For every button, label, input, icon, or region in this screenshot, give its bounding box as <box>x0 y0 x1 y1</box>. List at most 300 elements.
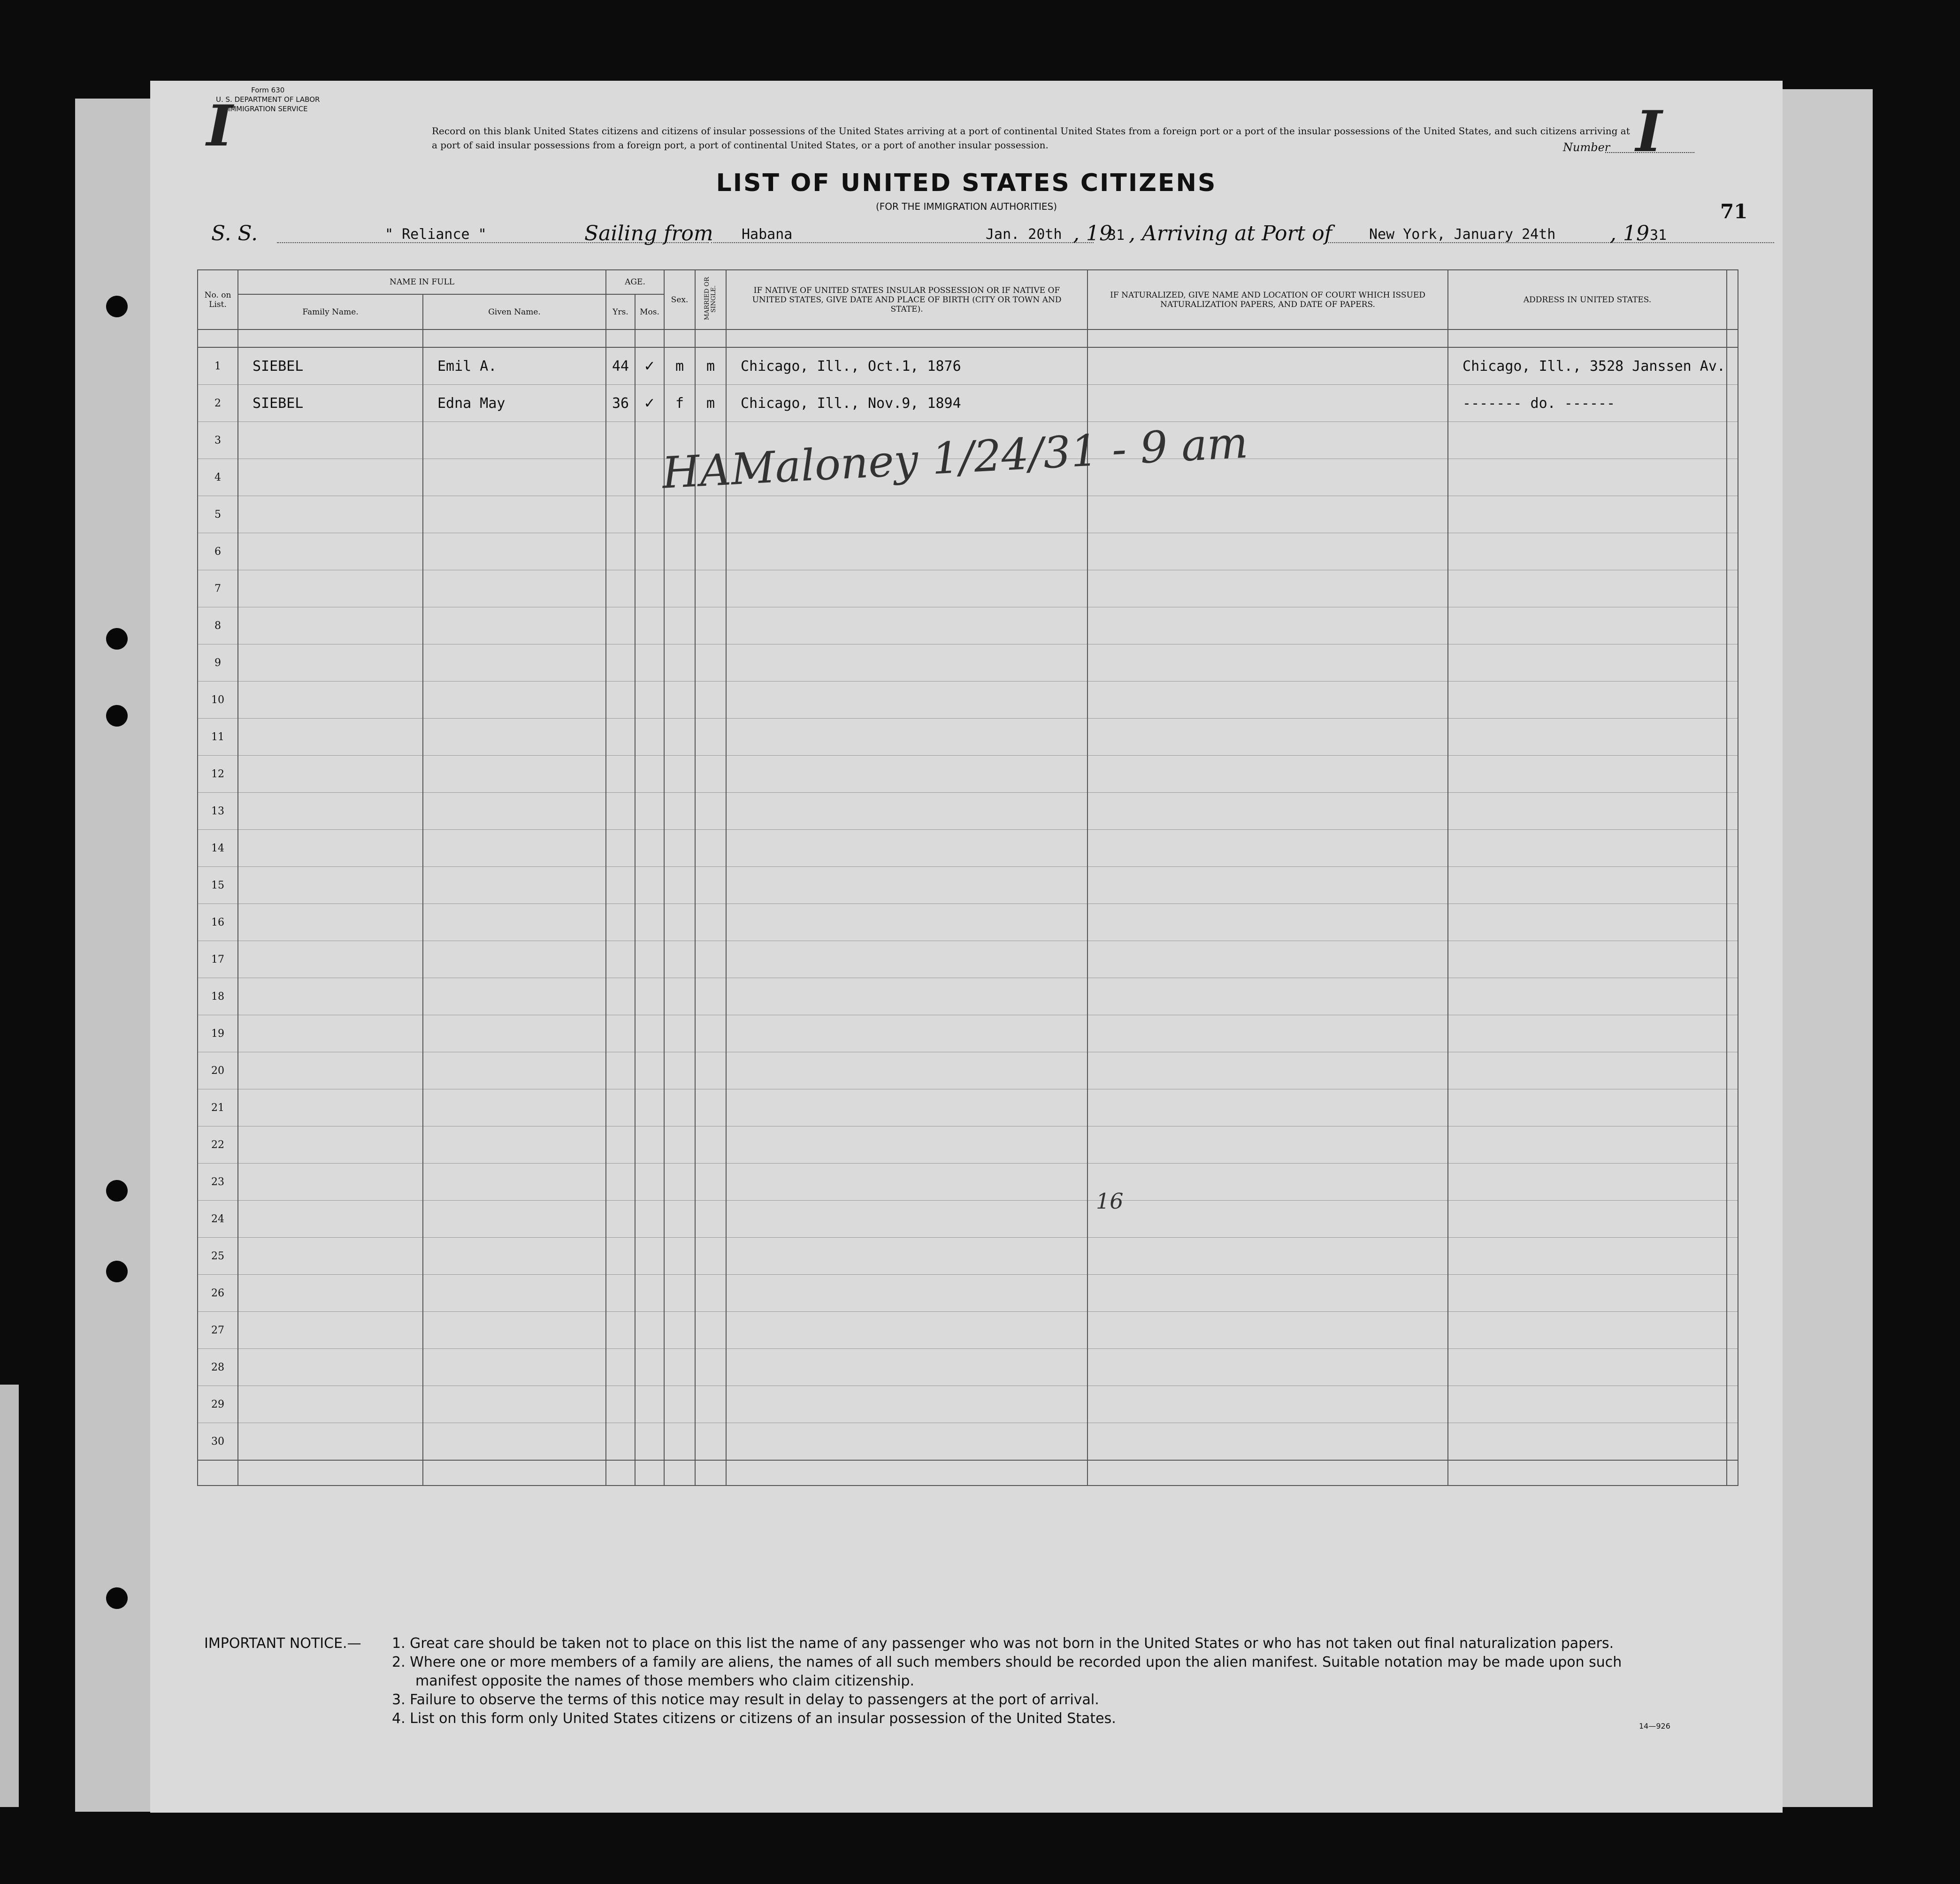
us-address <box>1448 904 1727 941</box>
age-months <box>635 570 664 607</box>
birth-place-date <box>726 830 1087 867</box>
us-address <box>1448 644 1727 682</box>
table-row <box>198 1423 1738 1461</box>
family-name: SIEBEL <box>238 347 423 385</box>
service-name: IMMIGRATION SERVICE <box>228 105 308 113</box>
sex <box>664 682 695 719</box>
row-number: 6 <box>198 533 238 570</box>
marital-status <box>695 644 726 682</box>
given-name <box>423 1386 606 1423</box>
family-name <box>238 793 423 830</box>
age-years <box>606 867 635 904</box>
age-months <box>635 1015 664 1052</box>
departure-year: 31 <box>1108 227 1125 244</box>
age-years: 36 <box>606 385 635 422</box>
col-address-header: ADDRESS IN UNITED STATES. <box>1448 270 1727 329</box>
row-number: 10 <box>198 682 238 719</box>
age-months <box>635 1052 664 1089</box>
marital-status <box>695 1312 726 1349</box>
row-margin <box>1727 793 1738 830</box>
row-number: 7 <box>198 570 238 607</box>
row-number: 28 <box>198 1349 238 1386</box>
naturalization <box>1087 1275 1448 1312</box>
sex <box>664 533 695 570</box>
family-name <box>238 1312 423 1349</box>
sex <box>664 570 695 607</box>
row-number: 14 <box>198 830 238 867</box>
departure-year-prefix: , 19 <box>1073 222 1112 245</box>
age-years <box>606 533 635 570</box>
naturalization <box>1087 570 1448 607</box>
birth-place-date <box>726 644 1087 682</box>
binder-hole <box>106 628 128 650</box>
naturalization <box>1087 1052 1448 1089</box>
sex <box>664 1164 695 1201</box>
family-name <box>238 496 423 533</box>
us-address <box>1448 756 1727 793</box>
sex <box>664 719 695 756</box>
row-number: 4 <box>198 459 238 496</box>
table-row <box>198 496 1738 533</box>
us-address <box>1448 1312 1727 1349</box>
marital-status <box>695 830 726 867</box>
row-margin <box>1727 607 1738 644</box>
birth-place-date <box>726 1238 1087 1275</box>
table-row <box>198 1238 1738 1275</box>
sex <box>664 793 695 830</box>
row-number: 16 <box>198 904 238 941</box>
arrival-year-prefix: , 19 <box>1610 222 1649 245</box>
row-number: 2 <box>198 385 238 422</box>
table-row <box>198 1089 1738 1126</box>
us-address <box>1448 1275 1727 1312</box>
marital-status: m <box>695 347 726 385</box>
us-address <box>1448 1126 1727 1164</box>
binder-hole <box>106 1261 128 1282</box>
table-row <box>198 644 1738 682</box>
pencil-mark: 16 <box>1096 1188 1124 1214</box>
age-years <box>606 1052 635 1089</box>
birth-place-date <box>726 1164 1087 1201</box>
age-years <box>606 904 635 941</box>
row-margin <box>1727 756 1738 793</box>
row-margin <box>1727 1052 1738 1089</box>
family-name <box>238 644 423 682</box>
family-name <box>238 1349 423 1386</box>
sex <box>664 1349 695 1386</box>
row-margin <box>1727 1164 1738 1201</box>
list-mark: I <box>207 93 233 159</box>
given-name <box>423 1201 606 1238</box>
family-name <box>238 1238 423 1275</box>
notice-item: 3. Failure to observe the terms of this notice may result in delay to passengers at the port of arrival. <box>392 1692 1099 1708</box>
given-name <box>423 830 606 867</box>
row-number: 17 <box>198 941 238 978</box>
notice-item: 4. List on this form only United States citizens or citizens of an insular possession of the United States. <box>392 1710 1116 1727</box>
age-years <box>606 422 635 459</box>
ss-label: S. S. <box>211 222 258 245</box>
sailing-label: Sailing from <box>584 222 713 245</box>
table-row <box>198 1275 1738 1312</box>
printer-code: 14—926 <box>1639 1722 1670 1731</box>
sex <box>664 1423 695 1461</box>
naturalization <box>1087 756 1448 793</box>
notice-heading: IMPORTANT NOTICE.— <box>204 1635 361 1652</box>
naturalization <box>1087 347 1448 385</box>
sex <box>664 904 695 941</box>
us-address <box>1448 422 1727 459</box>
naturalization <box>1087 793 1448 830</box>
row-number: 1 <box>198 347 238 385</box>
table-row <box>198 1126 1738 1164</box>
marital-status <box>695 496 726 533</box>
us-address <box>1448 1349 1727 1386</box>
given-name <box>423 1312 606 1349</box>
sex <box>664 978 695 1015</box>
row-margin <box>1727 422 1738 459</box>
given-name <box>423 459 606 496</box>
age-years <box>606 644 635 682</box>
age-years <box>606 756 635 793</box>
us-address <box>1448 978 1727 1015</box>
table-row <box>198 607 1738 644</box>
age-years <box>606 1089 635 1126</box>
table-row <box>198 1052 1738 1089</box>
sex: m <box>664 347 695 385</box>
back-sheet-far-left <box>0 1385 19 1807</box>
age-months <box>635 830 664 867</box>
row-number: 30 <box>198 1423 238 1461</box>
family-name <box>238 719 423 756</box>
col-given-name-header: Given Name. <box>423 294 606 329</box>
naturalization <box>1087 941 1448 978</box>
marital-status <box>695 1238 726 1275</box>
birth-place-date <box>726 1349 1087 1386</box>
naturalization <box>1087 867 1448 904</box>
row-number: 3 <box>198 422 238 459</box>
col-birth-header: IF NATIVE OF UNITED STATES INSULAR POSSESSION OR IF NATIVE OF UNITED STATES, GIVE DATE AND PLACE OF BIRTH (CITY OR TOWN AND STATE). <box>726 270 1087 329</box>
number-label: Number <box>1563 141 1610 154</box>
family-name <box>238 756 423 793</box>
inspector-signature: HAMaloney 1/24/31 - 9 am <box>661 417 1249 498</box>
row-margin <box>1727 459 1738 496</box>
given-name <box>423 1349 606 1386</box>
table-row <box>198 1164 1738 1201</box>
row-number: 18 <box>198 978 238 1015</box>
birth-place-date <box>726 570 1087 607</box>
age-years <box>606 1126 635 1164</box>
marital-status <box>695 682 726 719</box>
row-number: 22 <box>198 1126 238 1164</box>
age-years <box>606 719 635 756</box>
birth-place-date <box>726 607 1087 644</box>
naturalization <box>1087 1349 1448 1386</box>
row-margin <box>1727 904 1738 941</box>
table-row <box>198 533 1738 570</box>
age-months <box>635 1349 664 1386</box>
naturalization <box>1087 682 1448 719</box>
binder-hole <box>106 1587 128 1609</box>
marital-status <box>695 533 726 570</box>
given-name <box>423 1015 606 1052</box>
row-margin <box>1727 533 1738 570</box>
col-family-name-header: Family Name. <box>238 294 423 329</box>
age-months <box>635 1089 664 1126</box>
sex <box>664 644 695 682</box>
col-married-header <box>695 270 726 329</box>
table-row <box>198 1386 1738 1423</box>
row-margin <box>1727 1201 1738 1238</box>
given-name <box>423 644 606 682</box>
marital-status <box>695 941 726 978</box>
table-row <box>198 867 1738 904</box>
naturalization <box>1087 607 1448 644</box>
age-years <box>606 570 635 607</box>
age-months <box>635 682 664 719</box>
row-margin <box>1727 1349 1738 1386</box>
family-name <box>238 682 423 719</box>
given-name <box>423 533 606 570</box>
marital-status <box>695 1015 726 1052</box>
row-margin <box>1727 1015 1738 1052</box>
birth-place-date: Chicago, Ill., Nov.9, 1894 <box>726 385 1087 422</box>
family-name <box>238 459 423 496</box>
marital-status <box>695 1275 726 1312</box>
given-name <box>423 570 606 607</box>
age-years <box>606 1238 635 1275</box>
row-number: 27 <box>198 1312 238 1349</box>
row-number: 20 <box>198 1052 238 1089</box>
table-row <box>198 941 1738 978</box>
family-name <box>238 941 423 978</box>
row-number: 23 <box>198 1164 238 1201</box>
naturalization <box>1087 1164 1448 1201</box>
family-name <box>238 607 423 644</box>
row-number: 11 <box>198 719 238 756</box>
given-name <box>423 607 606 644</box>
age-months <box>635 904 664 941</box>
table-row <box>198 682 1738 719</box>
col-name-in-full-header: NAME IN FULL <box>238 270 606 294</box>
row-margin <box>1727 719 1738 756</box>
sex <box>664 1052 695 1089</box>
age-months <box>635 719 664 756</box>
age-years <box>606 607 635 644</box>
age-years <box>606 496 635 533</box>
table-row <box>198 719 1738 756</box>
page-number: 71 <box>1720 200 1748 223</box>
age-months <box>635 1275 664 1312</box>
row-margin <box>1727 644 1738 682</box>
passenger-rows <box>198 347 1738 1460</box>
us-address: Chicago, Ill., 3528 Janssen Av. <box>1448 347 1727 385</box>
sex <box>664 1201 695 1238</box>
naturalization <box>1087 1386 1448 1423</box>
family-name <box>238 1275 423 1312</box>
row-margin <box>1727 570 1738 607</box>
us-address <box>1448 1201 1727 1238</box>
age-years <box>606 1386 635 1423</box>
page-title: LIST OF UNITED STATES CITIZENS <box>716 169 1217 197</box>
birth-place-date <box>726 941 1087 978</box>
sex <box>664 867 695 904</box>
marital-status <box>695 1052 726 1089</box>
age-months <box>635 756 664 793</box>
birth-place-date <box>726 1275 1087 1312</box>
age-years <box>606 1312 635 1349</box>
manifest-page <box>150 81 1783 1813</box>
row-margin <box>1727 496 1738 533</box>
sex <box>664 1312 695 1349</box>
binder-hole <box>106 1180 128 1202</box>
birth-place-date <box>726 1386 1087 1423</box>
marital-status <box>695 867 726 904</box>
us-address <box>1448 941 1727 978</box>
row-margin <box>1727 978 1738 1015</box>
age-months <box>635 422 664 459</box>
given-name: Emil A. <box>423 347 606 385</box>
given-name <box>423 719 606 756</box>
us-address <box>1448 719 1727 756</box>
row-margin <box>1727 385 1738 422</box>
col-yrs-header: Yrs. <box>606 294 635 329</box>
age-years <box>606 941 635 978</box>
age-months <box>635 533 664 570</box>
row-margin <box>1727 682 1738 719</box>
departure-date: Jan. 20th <box>986 226 1062 243</box>
given-name <box>423 1126 606 1164</box>
us-address <box>1448 867 1727 904</box>
row-number: 21 <box>198 1089 238 1126</box>
binder-hole <box>106 296 128 317</box>
given-name <box>423 682 606 719</box>
sex: f <box>664 385 695 422</box>
marital-status <box>695 607 726 644</box>
row-number: 29 <box>198 1386 238 1423</box>
family-name <box>238 867 423 904</box>
given-name <box>423 1275 606 1312</box>
arrival-port-date: New York, January 24th <box>1369 226 1556 243</box>
birth-place-date <box>726 719 1087 756</box>
marital-status <box>695 1386 726 1423</box>
naturalization <box>1087 1238 1448 1275</box>
birth-place-date <box>726 978 1087 1015</box>
naturalization <box>1087 385 1448 422</box>
row-number: 13 <box>198 793 238 830</box>
row-number: 26 <box>198 1275 238 1312</box>
table-row <box>198 1201 1738 1238</box>
birth-place-date <box>726 533 1087 570</box>
table-row <box>198 570 1738 607</box>
given-name <box>423 1089 606 1126</box>
sex <box>664 941 695 978</box>
row-number: 8 <box>198 607 238 644</box>
table-row <box>198 1312 1738 1349</box>
sex <box>664 1238 695 1275</box>
birth-place-date <box>726 904 1087 941</box>
sex <box>664 1275 695 1312</box>
us-address <box>1448 1164 1727 1201</box>
form-number: Form 630 <box>251 86 285 94</box>
birth-place-date <box>726 1312 1087 1349</box>
birth-place-date <box>726 793 1087 830</box>
marital-status <box>695 793 726 830</box>
given-name <box>423 1238 606 1275</box>
row-number: 9 <box>198 644 238 682</box>
marital-status: m <box>695 385 726 422</box>
family-name <box>238 1386 423 1423</box>
birth-place-date <box>726 867 1087 904</box>
from-port: Habana <box>742 226 793 243</box>
marital-status <box>695 1089 726 1126</box>
age-years <box>606 978 635 1015</box>
marital-status <box>695 570 726 607</box>
family-name <box>238 422 423 459</box>
given-name <box>423 941 606 978</box>
family-name <box>238 533 423 570</box>
number-value: I <box>1636 99 1662 165</box>
given-name <box>423 978 606 1015</box>
given-name <box>423 422 606 459</box>
notice-item-continued: manifest opposite the names of those members who claim citizenship. <box>415 1673 914 1689</box>
us-address <box>1448 570 1727 607</box>
row-margin <box>1727 1386 1738 1423</box>
age-years <box>606 459 635 496</box>
age-months <box>635 1312 664 1349</box>
department-name: U. S. DEPARTMENT OF LABOR <box>216 95 320 104</box>
table-row <box>198 830 1738 867</box>
family-name <box>238 904 423 941</box>
sex <box>664 1089 695 1126</box>
row-margin <box>1727 941 1738 978</box>
age-years: 44 <box>606 347 635 385</box>
us-address <box>1448 533 1727 570</box>
us-address: ------- do. ------ <box>1448 385 1727 422</box>
family-name <box>238 1015 423 1052</box>
marital-status <box>695 1201 726 1238</box>
naturalization <box>1087 1089 1448 1126</box>
sex <box>664 1126 695 1164</box>
age-years <box>606 1164 635 1201</box>
col-naturalized-header: IF NATURALIZED, GIVE NAME AND LOCATION OF COURT WHICH ISSUED NATURALIZATION PAPERS, AND DATE OF PAPERS. <box>1087 270 1448 329</box>
birth-place-date <box>726 1126 1087 1164</box>
us-address <box>1448 793 1727 830</box>
table-row <box>198 385 1738 422</box>
row-number: 5 <box>198 496 238 533</box>
birth-place-date <box>726 1423 1087 1461</box>
age-months <box>635 1238 664 1275</box>
age-months <box>635 496 664 533</box>
arriving-label: , Arriving at Port of <box>1129 222 1332 245</box>
age-months <box>635 1386 664 1423</box>
us-address <box>1448 1386 1727 1423</box>
age-years <box>606 1275 635 1312</box>
notice-items <box>392 1634 1753 1728</box>
marital-status <box>695 719 726 756</box>
naturalization <box>1087 978 1448 1015</box>
birth-place-date <box>726 1052 1087 1089</box>
birth-place-date <box>726 682 1087 719</box>
notice-item: 1. Great care should be taken not to place on this list the name of any passenger who was not born in the United States or who has not taken out final naturalization papers. <box>392 1635 1614 1652</box>
birth-place-date <box>726 1201 1087 1238</box>
family-name <box>238 1164 423 1201</box>
sex <box>664 756 695 793</box>
marital-status <box>695 978 726 1015</box>
age-years <box>606 830 635 867</box>
age-months <box>635 607 664 644</box>
binder-hole <box>106 705 128 727</box>
age-months: ✓ <box>635 347 664 385</box>
